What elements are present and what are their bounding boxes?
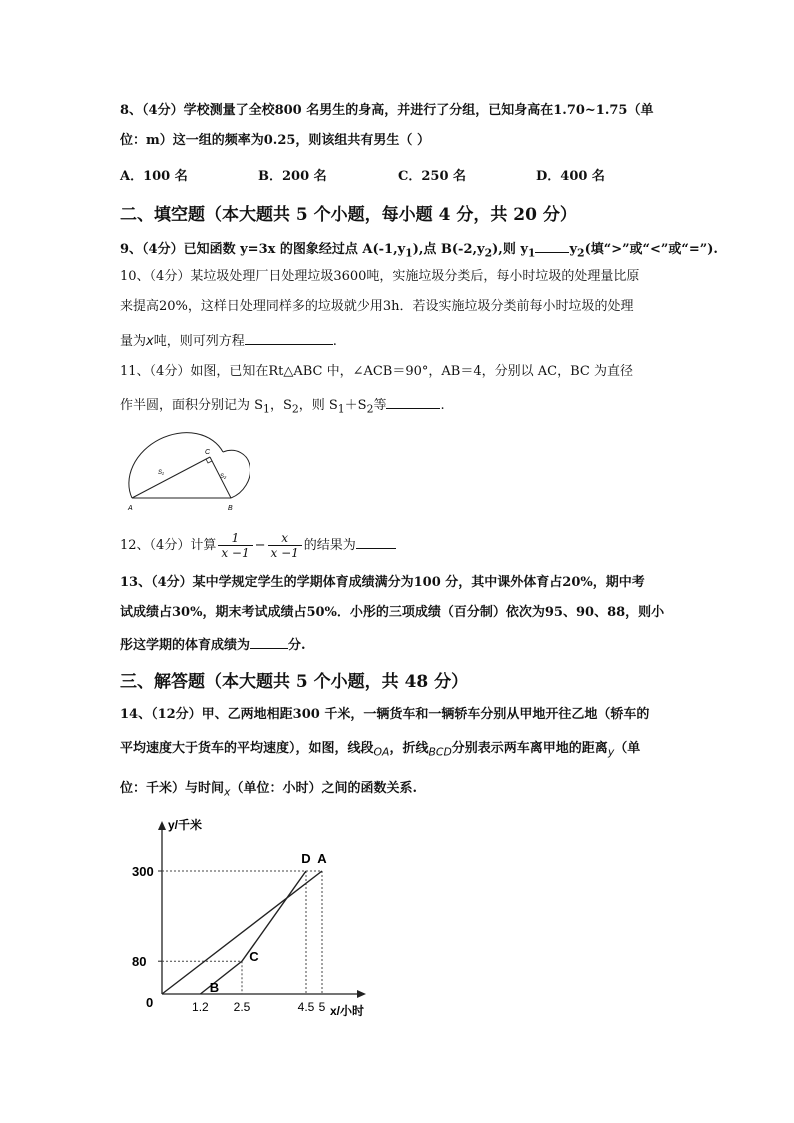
q9-answer-blank[interactable] xyxy=(535,238,569,253)
q11-answer-blank[interactable] xyxy=(386,394,440,409)
chart-ticks xyxy=(132,864,326,1014)
q12-fraction-1: $\frac{1}{x -1}$ xyxy=(218,531,252,560)
q14-chart xyxy=(120,815,390,1025)
q12-line: 12、（4分）计算 $\frac{1}{x -1}$ − $\frac{x}{x -1}$ 的结果为 xyxy=(120,528,396,564)
q13-line3: 彤这学期的体育成绩为 分. xyxy=(120,634,306,655)
y-tick-label: 80 xyxy=(132,954,147,970)
label-c: C xyxy=(205,449,211,456)
q12-answer-blank[interactable] xyxy=(356,534,396,549)
point-label-d: D xyxy=(301,851,311,866)
label-a: A xyxy=(128,505,133,512)
section3-title: 三、解答题（本大题共 5 个小题，共 48 分） xyxy=(120,672,469,692)
q8-option-c: C．250 名 xyxy=(398,169,467,184)
q14-line1: 14、（12分）甲、乙两地相距300 千米，一辆货车和一辆轿车分别从甲地开往乙地（轿车的 xyxy=(120,707,650,722)
segment-ac xyxy=(132,457,210,498)
point-label-a: A xyxy=(317,851,327,866)
y-axis-label: y/千米 xyxy=(168,818,203,832)
q12-fraction-2: $\frac{x}{x -1}$ xyxy=(268,531,302,560)
section2-title: 二、填空题（本大题共 5 个小题，每小题 4 分，共 20 分） xyxy=(120,205,577,225)
q8-option-a: A．100 名 xyxy=(120,169,188,184)
q9-line: 9、（4分）已知函数 y=3x 的图象经过点 $A(-1,y_1)$,点 $B(-2,y_2)$,则 $y_1$ $y_2$(填“>”或“<”或“=”). xyxy=(120,238,718,263)
point-label-b: B xyxy=(209,980,220,995)
point-label-c: C xyxy=(249,949,259,965)
semicircle-ac xyxy=(129,433,223,498)
q11-figure xyxy=(120,428,250,514)
q14-line3: 位：千米）与时间$_x$（单位：小时）之间的函数关系. xyxy=(120,781,417,799)
x-tick-label: 2.5 xyxy=(233,1000,251,1014)
q13-line2: 试成绩占30%，期末考试成绩占50%．小彤的三项成绩（百分制）依次为95、90、88，则小 xyxy=(120,605,665,620)
q8-line1: 8、（4分）学校测量了全校800 名男生的身高，并进行了分组，已知身高在1.70~1.75（单 xyxy=(120,103,654,118)
y-axis-arrow xyxy=(158,821,166,830)
q8-line2: 位：m）这一组的频率为0.25，则该组共有男生（ ） xyxy=(120,133,430,148)
q10-line1: 10、（4分）某垃圾处理厂日处理垃圾3600吨，实施垃圾分类后，每小时垃圾的处理量比原 xyxy=(120,269,640,284)
x-axis-arrow xyxy=(357,990,366,998)
q11-line2: 作半圆，面积分别记为 $S_1$，$S_2$，则 $S_1+S_2$等 . xyxy=(120,394,445,419)
x-axis-label: x/小时 xyxy=(330,1004,365,1018)
label-s1: S₁ xyxy=(158,470,164,476)
q11-line1: 11、（4分）如图，已知在Rt△ABC 中，∠ACB＝90°，AB＝4，分别以 AC，BC 为直径 xyxy=(120,364,633,379)
q14-line2: 平均速度大于货车的平均速度），如图，线段$_{OA}$，折线$_{BCD}$分别表示两车离甲地的距离$_y$（单 xyxy=(120,741,641,759)
label-b: B xyxy=(228,505,233,512)
x-tick-label: 4.5 xyxy=(297,1000,315,1014)
chart-series xyxy=(162,871,322,994)
x-tick-label: 5 xyxy=(318,1000,326,1014)
q10-answer-blank[interactable] xyxy=(245,330,333,345)
label-s2: S₂ xyxy=(220,474,227,480)
x-tick-label: 1.2 xyxy=(192,1000,209,1014)
chart-axes xyxy=(158,821,366,998)
series-oa xyxy=(162,871,322,994)
y-tick-label: 300 xyxy=(132,864,154,879)
q10-line3: 量为x吨，则可列方程 . xyxy=(120,330,337,351)
series-bcd xyxy=(200,871,306,994)
q13-line1: 13、（4分）某中学规定学生的学期体育成绩满分为100 分，其中课外体育占20%，期中考 xyxy=(120,575,645,590)
q8-option-d: D．400 名 xyxy=(536,169,605,184)
q10-line2: 来提高20%，这样日处理同样多的垃圾就少用3h．若设实施垃圾分类前每小时垃圾的处理 xyxy=(120,299,634,314)
origin-label: 0 xyxy=(146,995,154,1010)
q13-answer-blank[interactable] xyxy=(250,634,288,649)
q8-option-b: B．200 名 xyxy=(258,169,327,184)
